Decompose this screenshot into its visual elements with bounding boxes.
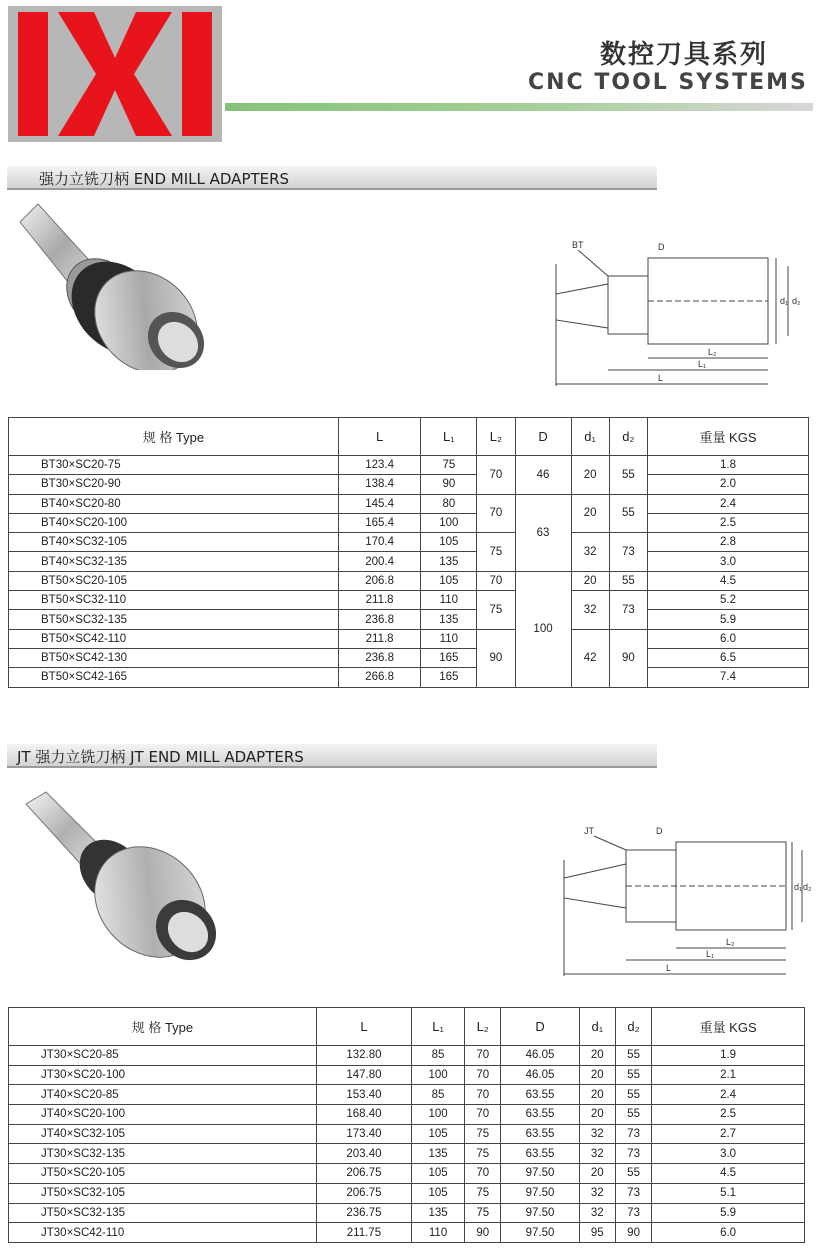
cell-type: BT30×SC20-90 xyxy=(9,475,339,494)
cell-type: BT50×SC42-110 xyxy=(9,629,339,648)
drawing-label-d1: d₁ xyxy=(794,882,803,892)
cell-l: 153.40 xyxy=(316,1085,411,1105)
col-weight: 重量 KGS xyxy=(652,1008,805,1046)
cell-d1: 95 xyxy=(579,1223,615,1243)
cell-l2: 90 xyxy=(465,1223,501,1243)
section-title: JT 强力立铣刀柄 JT END MILL ADAPTERS xyxy=(17,748,304,766)
table-row xyxy=(9,475,809,494)
header-title-cn: 数控刀具系列 xyxy=(600,40,769,70)
cell-l: 170.4 xyxy=(338,533,421,552)
drawing-label-d: D xyxy=(656,826,663,836)
jt-adapter-photo xyxy=(20,790,220,970)
cell-weight: 3.0 xyxy=(652,1144,805,1164)
cell-d1: 20 xyxy=(579,1046,615,1066)
cell-l2: 75 xyxy=(465,1183,501,1203)
drawing-label-bt: BT xyxy=(572,240,584,250)
cell-l1: 100 xyxy=(421,513,477,532)
section-bar-jt-end-mill xyxy=(7,744,657,768)
cell-l: 206.75 xyxy=(316,1183,411,1203)
cell-d1: 32 xyxy=(571,533,609,572)
cell-weight: 4.5 xyxy=(647,571,808,590)
cell-l: 123.4 xyxy=(338,456,421,475)
cell-l2: 70 xyxy=(477,494,515,533)
cell-weight: 2.5 xyxy=(647,513,808,532)
cell-d: 97.50 xyxy=(501,1164,579,1184)
cell-l2: 75 xyxy=(477,591,515,630)
cell-weight: 6.0 xyxy=(652,1223,805,1243)
cell-l1: 80 xyxy=(421,494,477,513)
cell-type: BT30×SC20-75 xyxy=(9,456,339,475)
cell-l: 168.40 xyxy=(316,1105,411,1125)
cell-type: BT50×SC42-130 xyxy=(9,648,339,667)
table-row xyxy=(9,668,809,687)
table-row xyxy=(9,1164,805,1184)
cell-weight: 5.2 xyxy=(647,591,808,610)
cell-l2: 75 xyxy=(477,533,515,572)
col-l: L xyxy=(316,1008,411,1046)
col-l2: L₂ xyxy=(477,418,515,456)
cell-d1: 20 xyxy=(579,1164,615,1184)
drawing-label-l2: L₂ xyxy=(726,937,735,947)
cell-type: JT50×SC20-105 xyxy=(9,1164,317,1184)
cell-d2: 55 xyxy=(615,1046,651,1066)
table-row xyxy=(9,1203,805,1223)
cell-type: JT30×SC20-85 xyxy=(9,1046,317,1066)
col-weight: 重量 KGS xyxy=(647,418,808,456)
col-d2: d₂ xyxy=(609,418,647,456)
cell-l1: 135 xyxy=(412,1144,465,1164)
cell-d2: 73 xyxy=(615,1183,651,1203)
table-row xyxy=(9,1046,805,1066)
cell-type: BT50×SC20-105 xyxy=(9,571,339,590)
cell-d1: 32 xyxy=(579,1183,615,1203)
cell-type: JT40×SC32-105 xyxy=(9,1124,317,1144)
cell-l2: 70 xyxy=(465,1065,501,1085)
cell-d1: 32 xyxy=(579,1203,615,1223)
cell-l1: 105 xyxy=(421,571,477,590)
table-row xyxy=(9,571,809,590)
table-row xyxy=(9,1124,805,1144)
cell-l1: 85 xyxy=(412,1046,465,1066)
table-row xyxy=(9,552,809,571)
cell-d1: 20 xyxy=(571,456,609,495)
cell-type: BT40×SC32-105 xyxy=(9,533,339,552)
company-logo xyxy=(8,6,222,142)
cell-l: 132.80 xyxy=(316,1046,411,1066)
col-l: L xyxy=(338,418,421,456)
table-row xyxy=(9,533,809,552)
table-header-row xyxy=(9,1008,805,1046)
cell-l2: 70 xyxy=(477,571,515,590)
ixi-logo-mark xyxy=(8,6,222,142)
cell-l2: 75 xyxy=(465,1144,501,1164)
cell-l1: 75 xyxy=(421,456,477,475)
cell-type: JT30×SC42-110 xyxy=(9,1223,317,1243)
table-row xyxy=(9,1183,805,1203)
section-title: 强力立铣刀柄 END MILL ADAPTERS xyxy=(39,170,290,188)
col-d1: d₁ xyxy=(579,1008,615,1046)
jt-end-mill-adapters-table xyxy=(8,1007,805,1243)
cell-d2: 73 xyxy=(615,1124,651,1144)
cell-weight: 7.4 xyxy=(647,668,808,687)
cell-type: JT30×SC20-100 xyxy=(9,1065,317,1085)
cell-weight: 4.5 xyxy=(652,1164,805,1184)
cell-l: 206.75 xyxy=(316,1164,411,1184)
cell-type: BT40×SC20-80 xyxy=(9,494,339,513)
cell-d2: 55 xyxy=(615,1105,651,1125)
col-d: D xyxy=(501,1008,579,1046)
cell-d2: 73 xyxy=(615,1203,651,1223)
cell-weight: 2.4 xyxy=(652,1085,805,1105)
cell-l1: 90 xyxy=(421,475,477,494)
col-type: 规 格 Type xyxy=(9,418,339,456)
cell-type: BT50×SC32-110 xyxy=(9,591,339,610)
cell-d2: 55 xyxy=(615,1164,651,1184)
cell-d2: 55 xyxy=(609,494,647,533)
cell-d1: 20 xyxy=(579,1065,615,1085)
cell-l1: 100 xyxy=(412,1105,465,1125)
drawing-label-l: L xyxy=(666,963,672,973)
cell-l2: 70 xyxy=(465,1085,501,1105)
section-bar-end-mill xyxy=(7,166,657,190)
drawing-label-d1: d₁ xyxy=(780,296,789,306)
cell-d1: 32 xyxy=(571,591,609,630)
drawing-label-l2: L₂ xyxy=(708,347,717,357)
cell-l1: 110 xyxy=(421,629,477,648)
col-type: 规 格 Type xyxy=(9,1008,317,1046)
cell-l: 173.40 xyxy=(316,1124,411,1144)
cell-l1: 105 xyxy=(412,1183,465,1203)
cell-l: 138.4 xyxy=(338,475,421,494)
table-row xyxy=(9,629,809,648)
cell-d2: 55 xyxy=(609,571,647,590)
cell-l1: 135 xyxy=(412,1203,465,1223)
cell-weight: 6.5 xyxy=(647,648,808,667)
table-row xyxy=(9,1144,805,1164)
cell-d: 97.50 xyxy=(501,1183,579,1203)
table-row xyxy=(9,456,809,475)
cell-type: JT40×SC20-85 xyxy=(9,1085,317,1105)
table-row xyxy=(9,1085,805,1105)
cell-l1: 100 xyxy=(412,1065,465,1085)
cell-d2: 90 xyxy=(609,629,647,687)
table-row xyxy=(9,591,809,610)
cell-d2: 90 xyxy=(615,1223,651,1243)
table-row xyxy=(9,648,809,667)
cell-d1: 42 xyxy=(571,629,609,687)
cell-d2: 73 xyxy=(615,1144,651,1164)
end-mill-adapters-table xyxy=(8,417,809,688)
drawing-label-jt: JT xyxy=(584,826,594,836)
cell-l1: 165 xyxy=(421,648,477,667)
bt-adapter-drawing xyxy=(548,236,808,392)
cell-l: 165.4 xyxy=(338,513,421,532)
cell-l1: 105 xyxy=(412,1124,465,1144)
table-row xyxy=(9,1223,805,1243)
cell-d: 97.50 xyxy=(501,1203,579,1223)
cell-d1: 20 xyxy=(571,571,609,590)
cell-d: 63 xyxy=(515,494,571,571)
cell-l2: 70 xyxy=(465,1164,501,1184)
cell-d: 63.55 xyxy=(501,1124,579,1144)
cell-l1: 105 xyxy=(421,533,477,552)
cell-l: 266.8 xyxy=(338,668,421,687)
cell-d2: 73 xyxy=(609,533,647,572)
cell-type: BT50×SC42-165 xyxy=(9,668,339,687)
cell-l2: 75 xyxy=(465,1203,501,1223)
cell-d2: 55 xyxy=(615,1085,651,1105)
cell-d: 97.50 xyxy=(501,1223,579,1243)
cell-l1: 110 xyxy=(421,591,477,610)
cell-weight: 2.0 xyxy=(647,475,808,494)
cell-l: 145.4 xyxy=(338,494,421,513)
cell-l1: 135 xyxy=(421,610,477,629)
cell-d1: 20 xyxy=(579,1105,615,1125)
cell-d1: 32 xyxy=(579,1124,615,1144)
cell-d1: 20 xyxy=(579,1085,615,1105)
col-l2: L₂ xyxy=(465,1008,501,1046)
cell-d: 46 xyxy=(515,456,571,495)
cell-l: 203.40 xyxy=(316,1144,411,1164)
cell-type: JT50×SC32-105 xyxy=(9,1183,317,1203)
cell-l: 236.8 xyxy=(338,610,421,629)
cell-type: JT40×SC20-100 xyxy=(9,1105,317,1125)
table-header-row xyxy=(9,418,809,456)
col-l1: L₁ xyxy=(412,1008,465,1046)
cell-l: 211.8 xyxy=(338,629,421,648)
cell-d: 63.55 xyxy=(501,1085,579,1105)
cell-weight: 5.1 xyxy=(652,1183,805,1203)
cell-d2: 55 xyxy=(609,456,647,495)
cell-l: 236.75 xyxy=(316,1203,411,1223)
drawing-label-d: D xyxy=(658,242,665,252)
cell-weight: 6.0 xyxy=(647,629,808,648)
cell-l1: 105 xyxy=(412,1164,465,1184)
cell-l1: 135 xyxy=(421,552,477,571)
cell-l2: 75 xyxy=(465,1124,501,1144)
cell-l: 211.8 xyxy=(338,591,421,610)
cell-l2: 70 xyxy=(465,1105,501,1125)
cell-weight: 1.8 xyxy=(647,456,808,475)
cell-l2: 70 xyxy=(477,456,515,495)
cell-weight: 3.0 xyxy=(647,552,808,571)
drawing-label-l1: L₁ xyxy=(698,359,707,369)
cell-d: 63.55 xyxy=(501,1105,579,1125)
col-d: D xyxy=(515,418,571,456)
table-row xyxy=(9,513,809,532)
cell-weight: 5.9 xyxy=(647,610,808,629)
drawing-label-l1: L₁ xyxy=(706,949,715,959)
cell-d: 63.55 xyxy=(501,1144,579,1164)
cell-l1: 165 xyxy=(421,668,477,687)
cell-l2: 90 xyxy=(477,629,515,687)
table-row xyxy=(9,1065,805,1085)
cell-d2: 55 xyxy=(615,1065,651,1085)
cell-d: 46.05 xyxy=(501,1065,579,1085)
cell-d1: 32 xyxy=(579,1144,615,1164)
cell-l: 236.8 xyxy=(338,648,421,667)
cell-d: 100 xyxy=(515,571,571,687)
cell-d: 46.05 xyxy=(501,1046,579,1066)
cell-l1: 85 xyxy=(412,1085,465,1105)
col-d2: d₂ xyxy=(615,1008,651,1046)
cell-l: 206.8 xyxy=(338,571,421,590)
bt-adapter-photo xyxy=(18,200,218,370)
cell-l1: 110 xyxy=(412,1223,465,1243)
cell-d2: 73 xyxy=(609,591,647,630)
cell-weight: 2.1 xyxy=(652,1065,805,1085)
table-row xyxy=(9,1105,805,1125)
cell-weight: 2.4 xyxy=(647,494,808,513)
jt-adapter-drawing xyxy=(556,820,812,980)
table-row xyxy=(9,494,809,513)
col-d1: d₁ xyxy=(571,418,609,456)
header-divider xyxy=(225,103,813,111)
drawing-label-d2: d₂ xyxy=(803,882,812,892)
cell-l: 147.80 xyxy=(316,1065,411,1085)
cell-weight: 1.9 xyxy=(652,1046,805,1066)
cell-weight: 2.8 xyxy=(647,533,808,552)
cell-l2: 70 xyxy=(465,1046,501,1066)
col-l1: L₁ xyxy=(421,418,477,456)
cell-weight: 5.9 xyxy=(652,1203,805,1223)
cell-l: 200.4 xyxy=(338,552,421,571)
cell-d1: 20 xyxy=(571,494,609,533)
cell-weight: 2.5 xyxy=(652,1105,805,1125)
drawing-label-l: L xyxy=(658,373,664,383)
cell-type: JT50×SC32-135 xyxy=(9,1203,317,1223)
cell-type: BT40×SC20-100 xyxy=(9,513,339,532)
cell-l: 211.75 xyxy=(316,1223,411,1243)
cell-type: JT30×SC32-135 xyxy=(9,1144,317,1164)
cell-type: BT40×SC32-135 xyxy=(9,552,339,571)
drawing-label-d2: d₂ xyxy=(792,296,801,306)
cell-type: BT50×SC32-135 xyxy=(9,610,339,629)
header-title-en: CNC TOOL SYSTEMS xyxy=(528,70,808,95)
cell-weight: 2.7 xyxy=(652,1124,805,1144)
table-row xyxy=(9,610,809,629)
